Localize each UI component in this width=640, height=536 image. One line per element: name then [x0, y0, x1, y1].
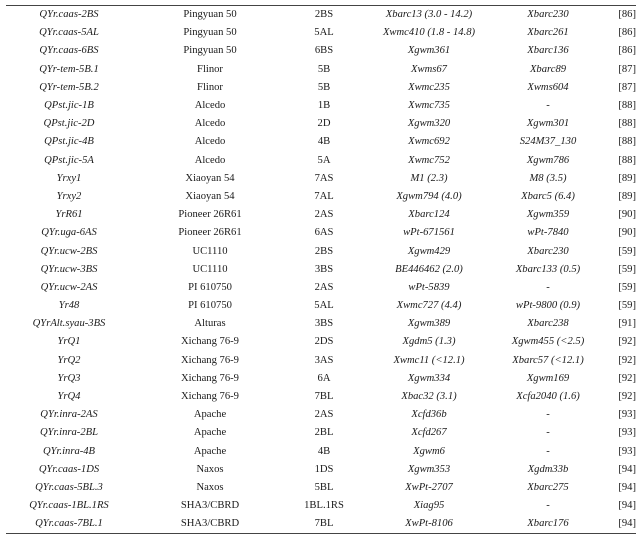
qtl-name-cell: YrQ4 — [57, 391, 81, 403]
table-row — [6, 497, 636, 515]
flanking-marker-1-cell: Xgwm353 — [407, 463, 451, 475]
reference-cell: [92] — [618, 391, 636, 403]
reference-cell: [59] — [618, 281, 636, 293]
flanking-marker-1-cell: Xbarc124 — [408, 209, 450, 221]
reference-cell: [86] — [598, 6, 636, 25]
flanking-marker-2-cell: Xcfa2040 (1.6) — [516, 391, 580, 403]
reference-cell: [94] — [618, 500, 636, 512]
flanking-marker-1-cell: Xwmc727 (4.4) — [396, 300, 462, 312]
reference-cell: [89] — [618, 190, 636, 202]
chromosome-cell: 4B — [317, 136, 331, 148]
flanking-marker-2-cell: - — [546, 409, 550, 421]
flanking-marker-1-cell: Xgwm389 — [407, 318, 451, 330]
flanking-marker-1-cell: Xbac32 (3.1) — [401, 391, 457, 403]
reference-cell: [94] — [598, 515, 636, 534]
flanking-marker-1-cell: Xwmc410 (1.8 - 14.8) — [382, 27, 476, 39]
qtl-name-cell: QYr-tem-5B.2 — [39, 81, 99, 93]
chromosome-cell: 2AS — [314, 409, 334, 421]
flanking-marker-2-cell: - — [546, 100, 550, 112]
chromosome-cell: 2BS — [288, 6, 360, 25]
flanking-marker-1-cell: Xcfd36b — [411, 409, 447, 421]
flanking-marker-2-cell: Xbarc5 (6.4) — [521, 190, 575, 202]
qtl-name-cell: QYr.caas-5AL — [39, 27, 99, 39]
chromosome-cell: 1B — [317, 100, 331, 112]
flanking-marker-1-cell: Xgdm5 (1.3) — [402, 336, 456, 348]
flanking-marker-1-cell: Xgwm361 — [407, 45, 451, 57]
flanking-marker-2-cell: Xbarc136 — [527, 45, 569, 57]
reference-cell: [90] — [618, 209, 636, 221]
flanking-marker-2-cell: Xgwm169 — [526, 372, 570, 384]
table-row — [6, 479, 636, 497]
chromosome-cell: 2BS — [314, 245, 334, 257]
reference-cell: [91] — [618, 318, 636, 330]
chromosome-cell: 7AS — [314, 172, 334, 184]
table-row — [6, 297, 636, 315]
table-row — [6, 24, 636, 42]
qtl-name-cell: YrQ1 — [57, 336, 81, 348]
cultivar-cell: Flinor — [197, 63, 223, 75]
flanking-marker-1-cell: Xwmc752 — [408, 154, 450, 166]
qtl-name-cell: QYr.ucw-3BS — [40, 263, 98, 275]
flanking-marker-2-cell: - — [546, 445, 550, 457]
cultivar-cell: Alturas — [194, 318, 226, 330]
flanking-marker-1-cell: Xwmc692 — [408, 136, 450, 148]
cultivar-cell: Xichang 76-9 — [181, 391, 239, 403]
qtl-marker-table — [6, 5, 636, 534]
table-row — [6, 443, 636, 461]
cultivar-cell: Pingyuan 50 — [132, 6, 288, 25]
flanking-marker-2-cell: Xbarc133 (0.5) — [515, 263, 581, 275]
qtl-name-cell: Yrxy2 — [56, 190, 82, 202]
reference-cell: [59] — [618, 245, 636, 257]
flanking-marker-1-cell: Xwms67 — [411, 63, 447, 75]
cultivar-cell: UC1110 — [192, 245, 228, 257]
reference-cell: [90] — [618, 227, 636, 239]
cultivar-cell: Alcedo — [194, 100, 226, 112]
table-row — [6, 6, 636, 25]
qtl-name-cell: QYr.inra-2AS — [40, 409, 98, 421]
table-row — [6, 370, 636, 388]
reference-cell: [89] — [618, 172, 636, 184]
flanking-marker-2-cell: Xwms604 — [527, 81, 569, 93]
chromosome-cell: 5BL — [314, 481, 334, 493]
table-row — [6, 424, 636, 442]
table-row — [6, 388, 636, 406]
chromosome-cell: 7AL — [314, 190, 334, 202]
reference-cell: [94] — [618, 481, 636, 493]
flanking-marker-2-cell: Xbarc238 — [527, 318, 569, 330]
chromosome-cell: 7BL — [288, 515, 360, 534]
table-row — [6, 315, 636, 333]
flanking-marker-1-cell: Xgwm429 — [407, 245, 451, 257]
table-row — [6, 170, 636, 188]
qtl-name-cell: Yrxy1 — [56, 172, 82, 184]
chromosome-cell: 3AS — [314, 354, 334, 366]
cultivar-cell: Pioneer 26R61 — [178, 227, 242, 239]
reference-cell: [87] — [618, 63, 636, 75]
flanking-marker-1-cell: Xgwm6 — [413, 445, 445, 457]
qtl-name-cell: QYr.caas-6BS — [39, 45, 99, 57]
cultivar-cell: SHA3/CBRD — [180, 500, 240, 512]
table-body — [6, 6, 636, 534]
cultivar-cell: Apache — [193, 409, 227, 421]
flanking-marker-1-cell: Xwmc11 (<12.1) — [393, 354, 465, 366]
reference-cell: [88] — [618, 154, 636, 166]
table-row — [6, 515, 636, 534]
reference-cell: [86] — [618, 27, 636, 39]
chromosome-cell: 6AS — [314, 227, 334, 239]
chromosome-cell: 7BL — [314, 391, 334, 403]
flanking-marker-2-cell: Xbarc275 — [527, 481, 569, 493]
cultivar-cell: PI 610750 — [188, 300, 232, 312]
cultivar-cell: Pingyuan 50 — [183, 45, 237, 57]
flanking-marker-2-cell: Xgwm359 — [526, 209, 570, 221]
cultivar-cell: Xichang 76-9 — [181, 372, 239, 384]
reference-cell: [87] — [618, 81, 636, 93]
table-row — [6, 261, 636, 279]
table-row — [6, 79, 636, 97]
flanking-marker-2-cell: Xgdm33b — [527, 463, 569, 475]
qtl-name-cell: QYr.uga-6AS — [41, 227, 97, 239]
cultivar-cell: Apache — [193, 445, 227, 457]
chromosome-cell: 2AS — [314, 281, 334, 293]
chromosome-cell: 1BL.1RS — [304, 500, 344, 512]
table-row — [6, 61, 636, 79]
flanking-marker-1-cell: Xiag95 — [413, 500, 445, 512]
table-row — [6, 133, 636, 151]
reference-cell: [88] — [618, 100, 636, 112]
cultivar-cell: Naxos — [196, 481, 224, 493]
reference-cell: [94] — [618, 463, 636, 475]
flanking-marker-1-cell: Xgwm320 — [407, 118, 451, 130]
chromosome-cell: 2DS — [314, 336, 334, 348]
flanking-marker-2-cell: Xbarc57 (<12.1) — [512, 354, 584, 366]
flanking-marker-2-cell: - — [546, 281, 550, 293]
reference-cell: [92] — [618, 354, 636, 366]
qtl-name-cell: QYr.caas-7BL.1 — [6, 515, 132, 534]
reference-cell: [92] — [618, 372, 636, 384]
qtl-name-cell: QYr.caas-5BL.3 — [35, 481, 103, 493]
table-row — [6, 461, 636, 479]
cultivar-cell: Xichang 76-9 — [181, 336, 239, 348]
qtl-name-cell: QYrAlt.syau-3BS — [32, 318, 106, 330]
qtl-name-cell: QYr.ucw-2AS — [40, 281, 98, 293]
chromosome-cell: 6A — [317, 372, 331, 384]
flanking-marker-2-cell: wPt-7840 — [527, 227, 569, 239]
flanking-marker-2-cell: Xbarc230 — [498, 6, 598, 25]
cultivar-cell: SHA3/CBRD — [132, 515, 288, 534]
flanking-marker-2-cell: wPt-9800 (0.9) — [515, 300, 581, 312]
qtl-name-cell: QPst.jic-5A — [44, 154, 94, 166]
table-row — [6, 352, 636, 370]
qtl-name-cell: QPst.jic-2D — [43, 118, 95, 130]
reference-cell: [92] — [618, 336, 636, 348]
cultivar-cell: Xiaoyan 54 — [185, 172, 235, 184]
reference-cell: [93] — [618, 409, 636, 421]
flanking-marker-1-cell: Xgwm794 (4.0) — [396, 190, 462, 202]
flanking-marker-1-cell: Xwmc235 — [408, 81, 450, 93]
chromosome-cell: 6BS — [314, 45, 334, 57]
flanking-marker-1-cell: Xwmc735 — [408, 100, 450, 112]
cultivar-cell: Alcedo — [194, 136, 226, 148]
flanking-marker-2-cell: - — [546, 427, 550, 439]
flanking-marker-2-cell: S24M37_130 — [519, 136, 577, 148]
reference-cell: [59] — [618, 300, 636, 312]
qtl-name-cell: QYr.inra-2BL — [40, 427, 98, 439]
qtl-name-cell: YrR61 — [55, 209, 83, 221]
chromosome-cell: 4B — [317, 445, 331, 457]
cultivar-cell: Alcedo — [194, 154, 226, 166]
flanking-marker-2-cell: Xgwm786 — [526, 154, 570, 166]
qtl-name-cell: Yr48 — [58, 300, 80, 312]
cultivar-cell: PI 610750 — [188, 281, 232, 293]
flanking-marker-2-cell: Xbarc261 — [527, 27, 569, 39]
chromosome-cell: 1DS — [314, 463, 334, 475]
qtl-name-cell: YrQ2 — [57, 354, 81, 366]
cultivar-cell: Pioneer 26R61 — [178, 209, 242, 221]
reference-cell: [93] — [618, 427, 636, 439]
reference-cell: [88] — [618, 136, 636, 148]
table-row — [6, 242, 636, 260]
flanking-marker-1-cell: XwPt-8106 — [360, 515, 498, 534]
flanking-marker-1-cell: Xgwm334 — [407, 372, 451, 384]
qtl-name-cell: QPst.jic-1B — [44, 100, 94, 112]
flanking-marker-1-cell: wPt-5839 — [408, 281, 450, 293]
flanking-marker-2-cell: Xbarc230 — [527, 245, 569, 257]
chromosome-cell: 5AL — [314, 300, 334, 312]
flanking-marker-1-cell: XwPt-2707 — [405, 481, 453, 493]
flanking-marker-1-cell: BE446462 (2.0) — [395, 263, 463, 275]
table-row — [6, 42, 636, 60]
chromosome-cell: 5A — [317, 154, 331, 166]
cultivar-cell: UC1110 — [192, 263, 228, 275]
qtl-name-cell: QYr.caas-1BL.1RS — [29, 500, 109, 512]
table-row — [6, 115, 636, 133]
qtl-name-cell: YrQ3 — [57, 372, 81, 384]
qtl-name-cell: QYr-tem-5B.1 — [39, 63, 99, 75]
qtl-name-cell: QYr.caas-1DS — [38, 463, 100, 475]
cultivar-cell: Xichang 76-9 — [181, 354, 239, 366]
chromosome-cell: 5B — [317, 63, 331, 75]
chromosome-cell: 3BS — [314, 318, 334, 330]
flanking-marker-2-cell: M8 (3.5) — [529, 172, 567, 184]
table-row — [6, 333, 636, 351]
reference-cell: [93] — [618, 445, 636, 457]
chromosome-cell: 5AL — [314, 27, 334, 39]
flanking-marker-1-cell: wPt-671561 — [403, 227, 455, 239]
table-row — [6, 406, 636, 424]
reference-cell: [86] — [618, 45, 636, 57]
chromosome-cell: 2AS — [314, 209, 334, 221]
table-row — [6, 152, 636, 170]
chromosome-cell: 2D — [317, 118, 331, 130]
qtl-name-cell: QYr.inra-4B — [42, 445, 96, 457]
table-row — [6, 188, 636, 206]
flanking-marker-1-cell: Xbarc13 (3.0 - 14.2) — [360, 6, 498, 25]
cultivar-cell: Flinor — [197, 81, 223, 93]
chromosome-cell: 5B — [317, 81, 331, 93]
qtl-name-cell: QYr.ucw-2BS — [40, 245, 98, 257]
table-row — [6, 224, 636, 242]
cultivar-cell: Apache — [193, 427, 227, 439]
flanking-marker-1-cell: M1 (2.3) — [410, 172, 448, 184]
flanking-marker-2-cell: Xbarc89 — [529, 63, 567, 75]
table-row — [6, 97, 636, 115]
reference-cell: [59] — [618, 263, 636, 275]
qtl-name-cell: QYr.caas-2BS — [6, 6, 132, 25]
cultivar-cell: Naxos — [196, 463, 224, 475]
flanking-marker-2-cell: Xgwm301 — [526, 118, 570, 130]
qtl-name-cell: QPst.jic-4B — [44, 136, 94, 148]
cultivar-cell: Alcedo — [194, 118, 226, 130]
chromosome-cell: 2BL — [314, 427, 334, 439]
reference-cell: [88] — [618, 118, 636, 130]
flanking-marker-2-cell: Xbarc176 — [498, 515, 598, 534]
cultivar-cell: Xiaoyan 54 — [185, 190, 235, 202]
flanking-marker-2-cell: - — [546, 500, 550, 512]
table-row — [6, 279, 636, 297]
cultivar-cell: Pingyuan 50 — [183, 27, 237, 39]
chromosome-cell: 3BS — [314, 263, 334, 275]
flanking-marker-2-cell: Xgwm455 (<2.5) — [511, 336, 585, 348]
flanking-marker-1-cell: Xcfd267 — [411, 427, 447, 439]
table-row — [6, 206, 636, 224]
